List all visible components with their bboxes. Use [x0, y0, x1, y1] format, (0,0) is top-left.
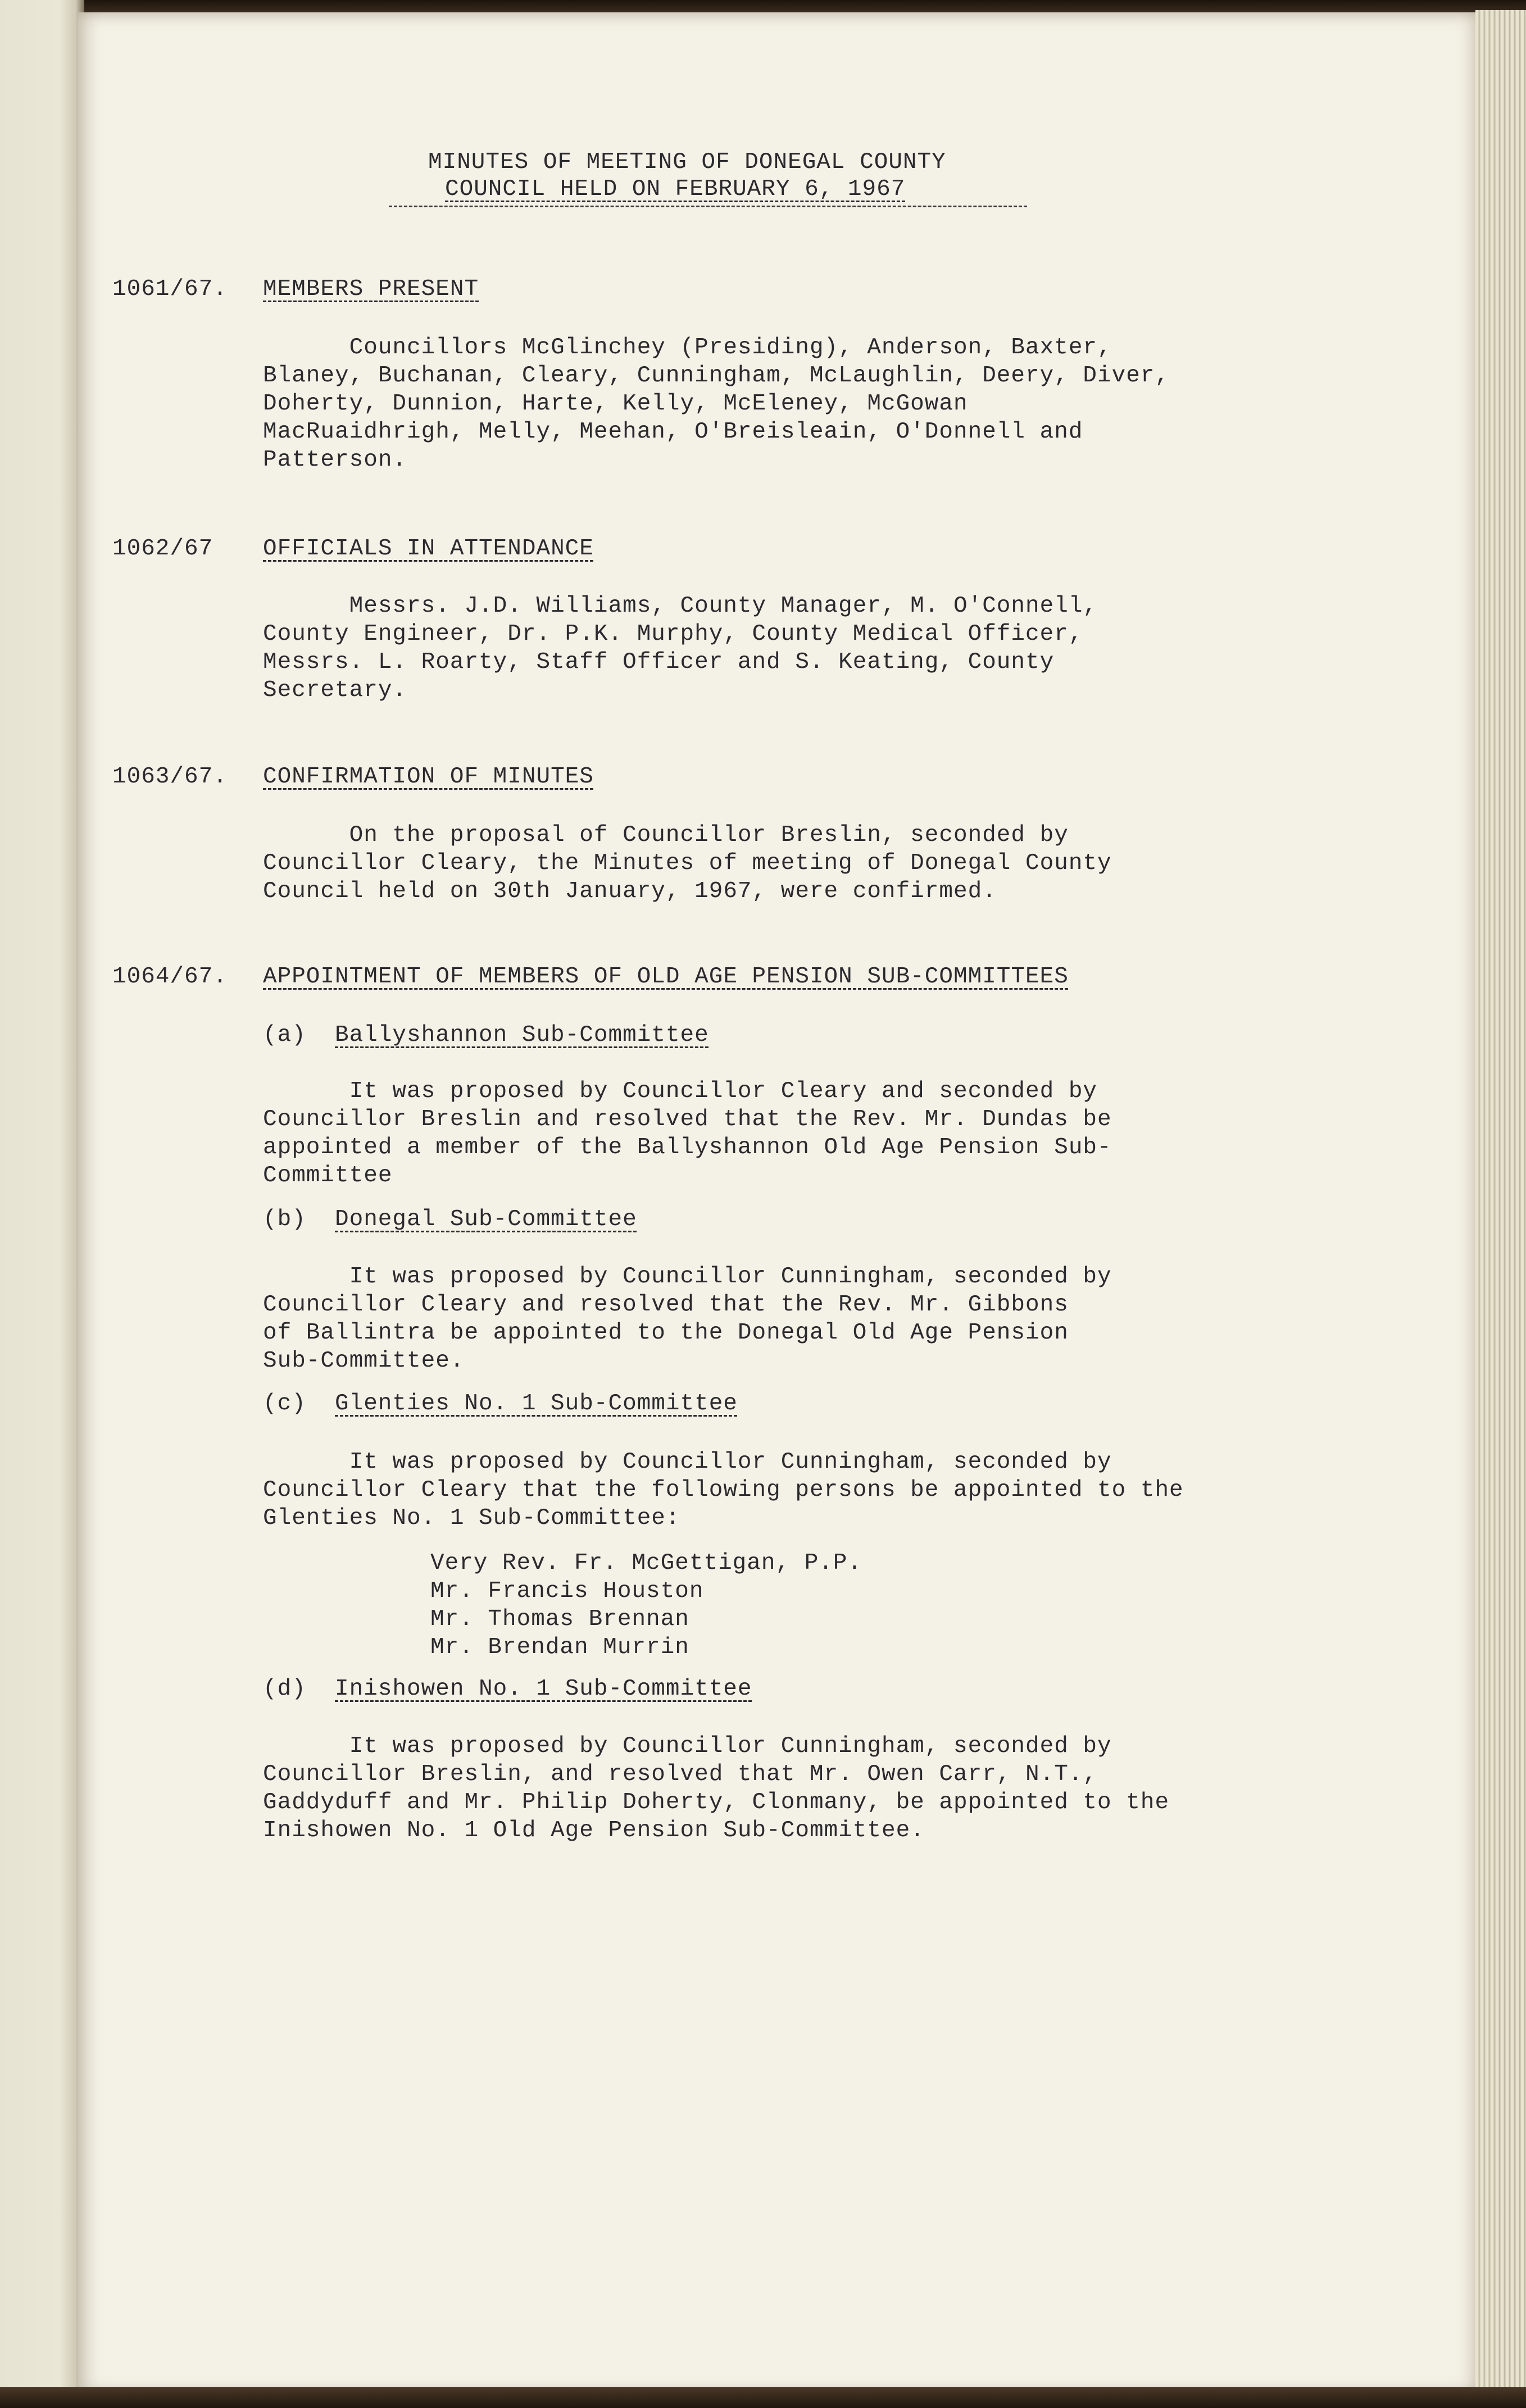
- text-line: Messrs. L. Roarty, Staff Officer and S. Keating, County: [263, 649, 1055, 675]
- text-line: Secretary.: [263, 677, 407, 703]
- previous-page-edge: [0, 0, 84, 2408]
- text-line: It was proposed by Councillor Cunningham, seconded by: [263, 1449, 1112, 1475]
- text-line: It was proposed by Councillor Cunningham, seconded by: [263, 1733, 1112, 1759]
- text-line: MacRuaidhrigh, Melly, Meehan, O'Breisleain, O'Donnell and: [263, 419, 1083, 445]
- book-page-edges: [1475, 10, 1526, 2408]
- text-line: Patterson.: [263, 447, 407, 473]
- text-line: Messrs. J.D. Williams, County Manager, M. O'Connell,: [263, 593, 1098, 619]
- book-top-edge: [0, 0, 1526, 13]
- appointee-name: Mr. Thomas Brennan: [430, 1606, 689, 1632]
- text-line: Councillor Breslin and resolved that the Rev. Mr. Dundas be: [263, 1107, 1112, 1132]
- subsection-label: (a): [263, 1022, 306, 1048]
- section-heading: OFFICIALS IN ATTENDANCE: [263, 536, 594, 562]
- subsection-label: (d): [263, 1676, 306, 1702]
- subsection-label: (c): [263, 1391, 306, 1417]
- section-heading: APPOINTMENT OF MEMBERS OF OLD AGE PENSION SUB-COMMITTEES: [263, 964, 1069, 990]
- text-line: Councillor Cleary that the following persons be appointed to the: [263, 1477, 1184, 1503]
- minute-number: 1064/67.: [112, 964, 228, 990]
- text-line: Committee: [263, 1163, 393, 1189]
- text-line: Councillor Cleary and resolved that the Rev. Mr. Gibbons: [263, 1292, 1069, 1318]
- text-line: Councillor Breslin, and resolved that Mr. Owen Carr, N.T.,: [263, 1761, 1098, 1787]
- minute-number: 1063/67.: [112, 764, 228, 790]
- minute-number: 1062/67: [112, 536, 214, 562]
- text-line: Councillors McGlinchey (Presiding), Anderson, Baxter,: [263, 335, 1112, 361]
- subsection-heading: Inishowen No. 1 Sub-Committee: [335, 1676, 752, 1702]
- text-line: Blaney, Buchanan, Cleary, Cunningham, McLaughlin, Deery, Diver,: [263, 363, 1170, 389]
- page-title-line-2: COUNCIL HELD ON FEBRUARY 6, 1967: [445, 176, 906, 202]
- section-heading: MEMBERS PRESENT: [263, 276, 479, 302]
- text-line: Glenties No. 1 Sub-Committee:: [263, 1505, 680, 1531]
- text-line: County Engineer, Dr. P.K. Murphy, County Medical Officer,: [263, 621, 1083, 647]
- appointee-name: Mr. Francis Houston: [430, 1578, 704, 1604]
- text-line: Gaddyduff and Mr. Philip Doherty, Clonmany, be appointed to the: [263, 1790, 1170, 1815]
- appointee-name: Very Rev. Fr. McGettigan, P.P.: [430, 1550, 862, 1576]
- subsection-label: (b): [263, 1207, 306, 1232]
- minute-number: 1061/67.: [112, 276, 228, 302]
- text-line: appointed a member of the Ballyshannon Old Age Pension Sub-: [263, 1135, 1112, 1160]
- page-title-line-1: MINUTES OF MEETING OF DONEGAL COUNTY: [428, 149, 946, 175]
- subsection-heading: Donegal Sub-Committee: [335, 1207, 637, 1232]
- text-line: Council held on 30th January, 1967, were confirmed.: [263, 878, 997, 904]
- appointee-name: Mr. Brendan Murrin: [430, 1635, 689, 1660]
- text-line: Doherty, Dunnion, Harte, Kelly, McEleney, McGowan: [263, 391, 968, 417]
- text-line: It was proposed by Councillor Cleary and seconded by: [263, 1078, 1098, 1104]
- subsection-heading: Glenties No. 1 Sub-Committee: [335, 1391, 738, 1417]
- text-line: It was proposed by Councillor Cunningham, seconded by: [263, 1264, 1112, 1290]
- text-line: Inishowen No. 1 Old Age Pension Sub-Committee.: [263, 1818, 925, 1843]
- text-line: Councillor Cleary, the Minutes of meeting of Donegal County: [263, 850, 1112, 876]
- text-line: On the proposal of Councillor Breslin, seconded by: [263, 822, 1069, 848]
- title-underline: [389, 206, 1027, 207]
- text-line: of Ballintra be appointed to the Donegal Old Age Pension: [263, 1320, 1069, 1346]
- book-bottom-edge: [0, 2387, 1526, 2408]
- section-heading: CONFIRMATION OF MINUTES: [263, 764, 594, 790]
- subsection-heading: Ballyshannon Sub-Committee: [335, 1022, 709, 1048]
- text-line: Sub-Committee.: [263, 1348, 465, 1374]
